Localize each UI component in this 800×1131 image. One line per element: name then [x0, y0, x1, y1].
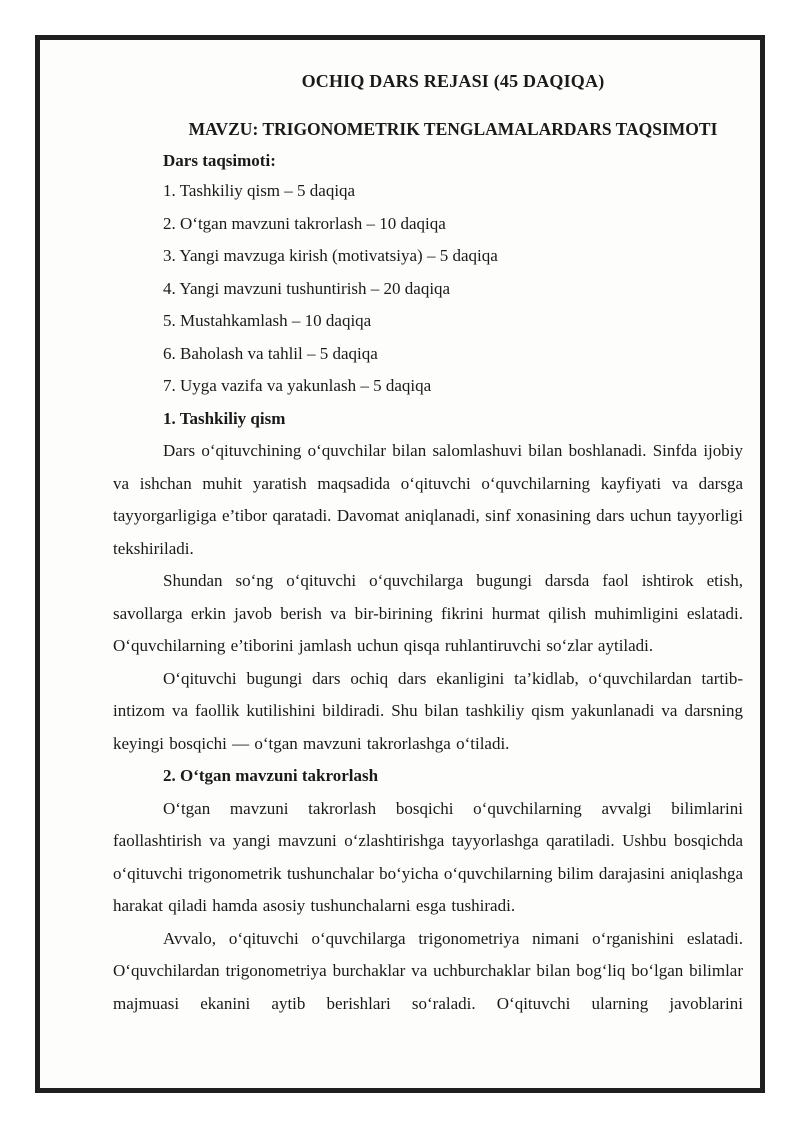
plan-item: 5. Mustahkamlash – 10 daqiqa [163, 311, 372, 330]
subject-heading: MAVZU: TRIGONOMETRIK TENGLAMALARDARS TAQSIMOTI [188, 119, 718, 139]
paragraph: Shundan so‘ng o‘qituvchi o‘quvchilarga bugungi darsda faol ishtirok etish, savollarga erkin javob berish va bir-birining fikrini hurmat qilish muhimligini eslatadi. O‘quvchilarning e’tiborini jamlash uchun qisqa ruhlantiruvchi so‘zlar aytiladi. [113, 571, 743, 655]
section-heading: 2. O‘tgan mavzuni takrorlash [163, 766, 379, 785]
plan-heading: Dars taqsimoti: [163, 151, 276, 170]
plan-item: 4. Yangi mavzuni tushuntirish – 20 daqiqa [163, 278, 451, 298]
plan-item: 3. Yangi mavzuga kirish (motivatsiya) – 5 daqiqa [163, 246, 498, 265]
section-tashkiliy-qism [113, 403, 743, 761]
section-otgan-mavzuni-takrorlash [113, 760, 743, 1020]
plan-item: 7. Uyga vazifa va yakunlash – 5 daqiqa [163, 376, 432, 395]
document-title: OCHIQ DARS REJASI (45 DAQIQA) [301, 71, 605, 91]
paragraph: Dars o‘qituvchining o‘quvchilar bilan salomlashuvi bilan boshlanadi. Sinfda ijobiy va ishchan muhit yaratish maqsadida o‘qituvchi o‘quvchilarning kayfiyati va darsga tayyorgarligiga e’tibor qaratadi. Davomat aniqlanadi, sinf xonasining dars uchun tayyorligi tekshiriladi. [113, 441, 743, 558]
paragraph-continued-on-next-page: Avvalo, o‘qituvchi o‘quvchilarga trigonometriya nimani o‘rganishini eslatadi. O‘quvchilardan trigonometriya burchaklar va uchburchaklar bilan bog‘liq bo‘lgan bilimlar majmuasi ekanini aytib berishlari so‘raladi. O‘qituvchi ularning javoblarini [113, 928, 743, 1013]
section-heading: 1. Tashkiliy qism [163, 408, 286, 428]
paragraph: O‘tgan mavzuni takrorlash bosqichi o‘quvchilarning avvalgi bilimlarini faollashtirish va yangi mavzuni o‘zlashtirishga tayyorlashga qaratiladi. Ushbu bosqichda o‘qituvchi trigonometrik tushunchalar bo‘yicha o‘quvchilarning bilim darajasini aniqlashga harakat qiladi hamda asosiy tushunchalarni esga tushiradi. [113, 798, 743, 915]
page-content [40, 40, 760, 1088]
plan-item: 2. O‘tgan mavzuni takrorlash – 10 daqiqa [163, 213, 446, 233]
paragraph: O‘qituvchi bugungi dars ochiq dars ekanligini ta’kidlab, o‘quvchilardan tartib-intizom va faollik kutilishini bildiradi. Shu bilan tashkiliy qism yakunlanadi va darsning keyingi bosqichi — o‘tgan mavzuni takrorlashga o‘tiladi. [113, 668, 743, 753]
document-page [35, 35, 765, 1093]
plan-list [113, 175, 743, 403]
plan-item: 6. Baholash va tahlil – 5 daqiqa [163, 343, 378, 363]
plan-item: 1. Tashkiliy qism – 5 daqiqa [163, 181, 356, 200]
